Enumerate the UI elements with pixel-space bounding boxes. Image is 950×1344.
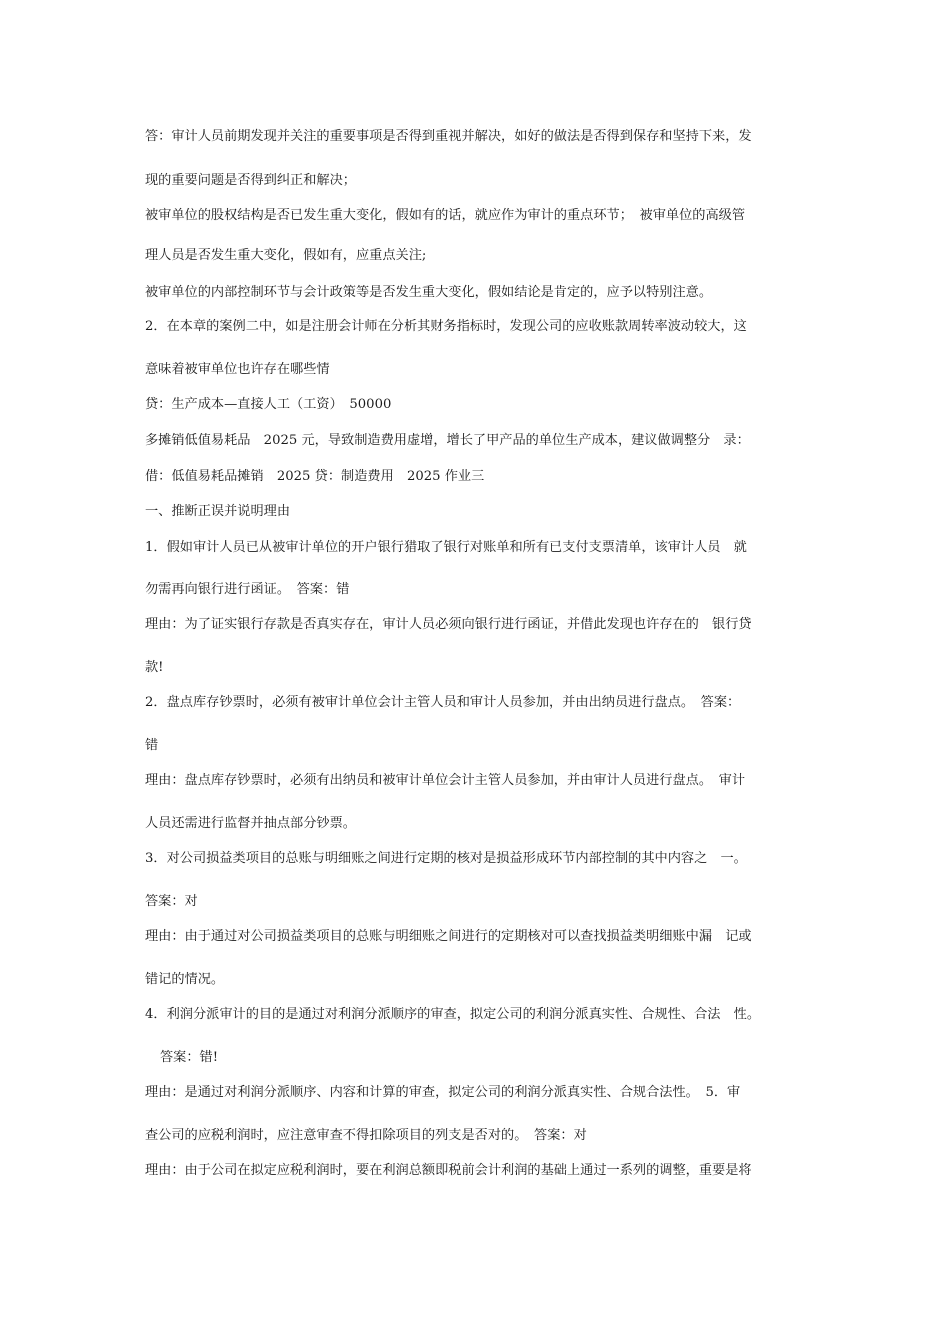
text-line: 多摊销低值易耗品 2025 元，导致制造费用虚增，增长了甲产品的单位生产成本，建议做调整分 录： bbox=[145, 433, 750, 448]
text-line: 贷：生产成本—直接人工（工资） 50000 bbox=[145, 397, 392, 412]
text-line: 被审单位的股权结构是否已发生重大变化，假如有的话，就应作为审计的重点环节； 被审单位的高级管 bbox=[145, 208, 746, 223]
text-line: 理由：由于公司在拟定应税利润时，要在利润总额即税前会计利润的基础上通过一系列的调整，重要是将 bbox=[145, 1163, 752, 1178]
text-line: 2．在本章的案例二中，如是注册会计师在分析其财务指标时，发现公司的应收账款周转率波动较大，这 bbox=[145, 319, 747, 334]
text-line: 答案：错! bbox=[160, 1050, 219, 1065]
text-line: 答：审计人员前期发现并关注的重要事项是否得到重视并解决，如好的做法是否得到保存和坚持下来，发 bbox=[145, 129, 752, 144]
text-line: 勿需再向银行进行函证。 答案：错 bbox=[145, 582, 350, 597]
text-line: 错 bbox=[145, 738, 159, 753]
text-line: 现的重要问题是否得到纠正和解决； bbox=[145, 173, 356, 188]
text-line: 人员还需进行监督并抽点部分钞票。 bbox=[145, 816, 356, 831]
text-line: 理由：盘点库存钞票时，必须有出纳员和被审计单位会计主管人员参加，并由审计人员进行盘点。 审计 bbox=[145, 773, 746, 788]
text-line: 款! bbox=[145, 660, 164, 675]
text-line: 错记的情况。 bbox=[145, 972, 225, 987]
text-line: 3．对公司损益类项目的总账与明细账之间进行定期的核对是损益形成环节内部控制的其中内容之 一。 bbox=[145, 851, 747, 866]
text-line: 1．假如审计人员已从被审计单位的开户银行猎取了银行对账单和所有已支付支票清单，该审计人员 就 bbox=[145, 540, 747, 555]
text-line: 答案：对 bbox=[145, 894, 198, 909]
text-line: 理由：是通过对利润分派顺序、内容和计算的审查，拟定公司的利润分派真实性、合规合法性。 5．审 bbox=[145, 1085, 741, 1100]
text-line: 2．盘点库存钞票时，必须有被审计单位会计主管人员和审计人员参加，并由出纳员进行盘点。 答案： bbox=[145, 695, 741, 710]
text-line: 借：低值易耗品摊销 2025 贷：制造费用 2025 作业三 bbox=[145, 469, 485, 484]
text-line: 意味着被审单位也许存在哪些情 bbox=[145, 362, 330, 377]
text-line: 理由：为了证实银行存款是否真实存在，审计人员必须向银行进行函证，并借此发现也许存在的 银行贷 bbox=[145, 617, 752, 632]
text-line: 理由：由于通过对公司损益类项目的总账与明细账之间进行的定期核对可以查找损益类明细账中漏 记或 bbox=[145, 929, 752, 944]
text-line: 4．利润分派审计的目的是通过对利润分派顺序的审查，拟定公司的利润分派真实性、合规性、合法 性。 bbox=[145, 1007, 761, 1022]
section-heading: 一、推断正误并说明理由 bbox=[145, 504, 291, 519]
text-line: 查公司的应税利润时，应注意审查不得扣除项目的列支是否对的。 答案：对 bbox=[145, 1128, 587, 1143]
text-line: 被审单位的内部控制环节与会计政策等是否发生重大变化，假如结论是肯定的，应予以特别注意。 bbox=[145, 285, 713, 300]
text-line: 理人员是否发生重大变化，假如有，应重点关注; bbox=[145, 248, 427, 263]
